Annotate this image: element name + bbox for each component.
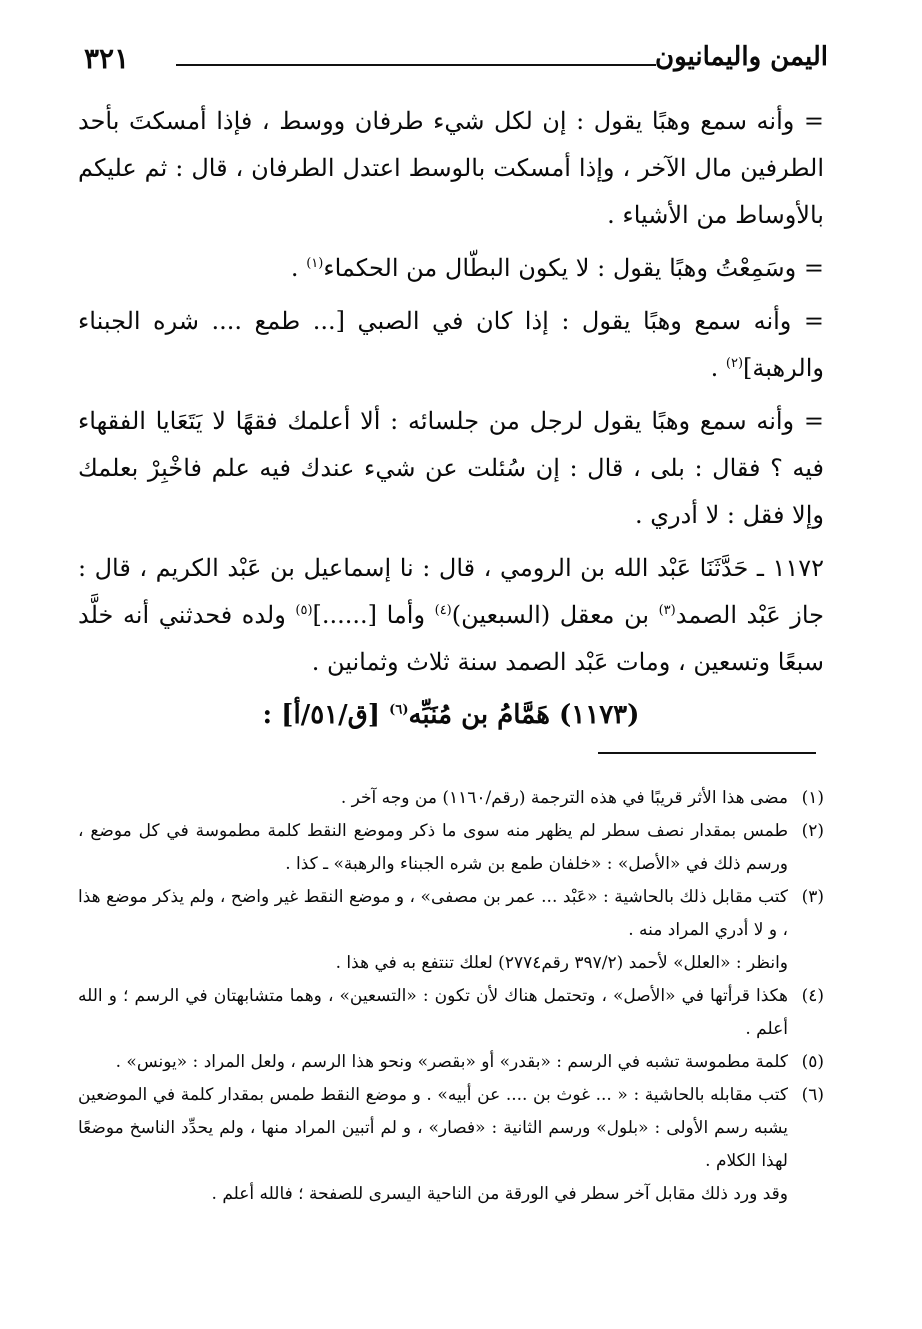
footnote-number: (١) <box>801 788 824 808</box>
footnote-text: هكذا قرأتها في «الأصل» ، وتحتمل هناك لأن تكون : «التسعين» ، وهما متشابهتان في الرسم ؛ و الله أعلم . <box>78 986 788 1039</box>
footnote-number: (٦) <box>801 1085 824 1105</box>
footnote-ref-4: (٤) <box>434 603 452 618</box>
footnote-text: كتب مقابله بالحاشية : « ... غوث بن .... عن أبيه» . و موضع النقط طمس بمقدار كلمة في الموضعين يشبه رسم الأولى : «بلول» ورسم الثانية : «فصار» ، و لم أتبين المراد منها ، ولم يحدِّد الناسخ موضعًا لهذا الكلام . <box>78 1085 788 1171</box>
footnote-number: (٣) <box>801 887 824 907</box>
footnote-2 <box>78 815 824 881</box>
page-number: ٣٢١ <box>84 42 130 75</box>
main-text <box>78 98 824 739</box>
footnote-3-continuation: وانظر : «العلل» لأحمد (٣٩٧/٢ رقم٢٧٧٤) لعلك تنتفع به في هذا . <box>335 953 788 973</box>
paragraph-5-part-c: وأما [......] <box>312 601 435 629</box>
footnote-number: (٥) <box>801 1052 824 1072</box>
footnotes <box>78 782 824 1211</box>
footnote-ref-2: (٢) <box>725 356 744 371</box>
paragraph-2 <box>78 245 824 292</box>
footnote-1 <box>78 782 824 815</box>
footnote-number: (٢) <box>801 821 824 841</box>
footnote-text: كتب مقابل ذلك بالحاشية : «عَبْد ... عمر بن مصفى» ، و موضع النقط غير واضح ، ولم يذكر موضع هذا ، و لا أدري المراد منه . <box>78 887 788 940</box>
paragraph-3-end: . <box>710 354 726 382</box>
paragraph-3 <box>78 298 824 392</box>
footnote-ref-5: (٥) <box>295 603 313 618</box>
footnote-ref-6: (٦) <box>389 702 409 718</box>
paragraph-3-text: = وأنه سمع وهبًا يقول : إذا كان في الصبي [... طمع .... شره الجبناء والرهبة] <box>78 307 824 382</box>
footnote-4 <box>78 980 824 1046</box>
paragraph-5 <box>78 545 824 686</box>
footnote-text: طمس بمقدار نصف سطر لم يظهر منه سوى ما ذكر وموضع النقط كلمة مطموسة في كل موضع ، ورسم ذلك في «الأصل» : «خلفان طمع بن شره الجبناء والرهبة» ـ كذا . <box>78 821 788 874</box>
entry-heading <box>78 692 824 739</box>
paragraph-5-part-a: ١١٧٢ ـ حَدَّثَنَا عَبْد الله بن الرومي ، قال : نا إسماعيل بن عَبْد الكريم ، قال : جاز عَبْد الصمد <box>78 554 825 629</box>
entry-heading-folio: [ق/٥١/أ] : <box>262 700 390 730</box>
footnote-number: (٤) <box>801 986 824 1006</box>
paragraph-5-part-d: ولده فحدثني أنه خلَّد سبعًا وتسعين ، ومات عَبْد الصمد سنة ثلاث وثمانين . <box>78 601 824 676</box>
footnote-text: مضى هذا الأثر قريبًا في هذه الترجمة (رقم/١١٦٠) من وجه آخر . <box>340 788 788 808</box>
footnote-text: كلمة مطموسة تشبه في الرسم : «بقدر» أو «بقصر» ونحو هذا الرسم ، ولعل المراد : «يونس» . <box>115 1052 788 1072</box>
running-head <box>84 42 828 86</box>
paragraph-2-text: = وسَمِعْتُ وهبًا يقول : لا يكون البطّال من الحكماء <box>323 254 824 282</box>
footnote-separator <box>598 752 816 754</box>
header-rule <box>176 64 656 66</box>
paragraph-4: = وأنه سمع وهبًا يقول لرجل من جلسائه : ألا أعلمك فقهًا لا يَتَعَايا الفقهاء فيه ؟ فقال : بلى ، قال : إن سُئلت عن شيء عندك فيه علم فاخْبِرْ بعلمك وإلا فقل : لا أدري . <box>78 407 824 529</box>
paragraph-2-end: . <box>290 254 307 282</box>
footnote-6-continuation: وقد ورد ذلك مقابل آخر سطر في الورقة من الناحية اليسرى للصفحة ؛ فالله أعلم . <box>211 1184 788 1204</box>
running-title: اليمن واليمانيون <box>655 42 828 72</box>
entry-heading-title: (١١٧٣) هَمَّامُ بن مُنَبِّه <box>408 700 640 730</box>
footnote-ref-1: (١) <box>306 256 324 271</box>
footnote-5 <box>78 1046 824 1079</box>
footnote-6 <box>78 1079 824 1178</box>
paragraph-5-part-b: بن معقل (السبعين) <box>451 601 659 629</box>
footnote-3 <box>78 881 824 947</box>
paragraph-1: = وأنه سمع وهبًا يقول : إن لكل شيء طرفان ووسط ، فإذا أمسكتَ بأحد الطرفين مال الآخر ، وإذا أمسكت بالوسط اعتدل الطرفان ، قال : ثم عليكم بالأوساط من الأشياء . <box>78 107 824 229</box>
footnote-ref-3: (٣) <box>658 603 676 618</box>
